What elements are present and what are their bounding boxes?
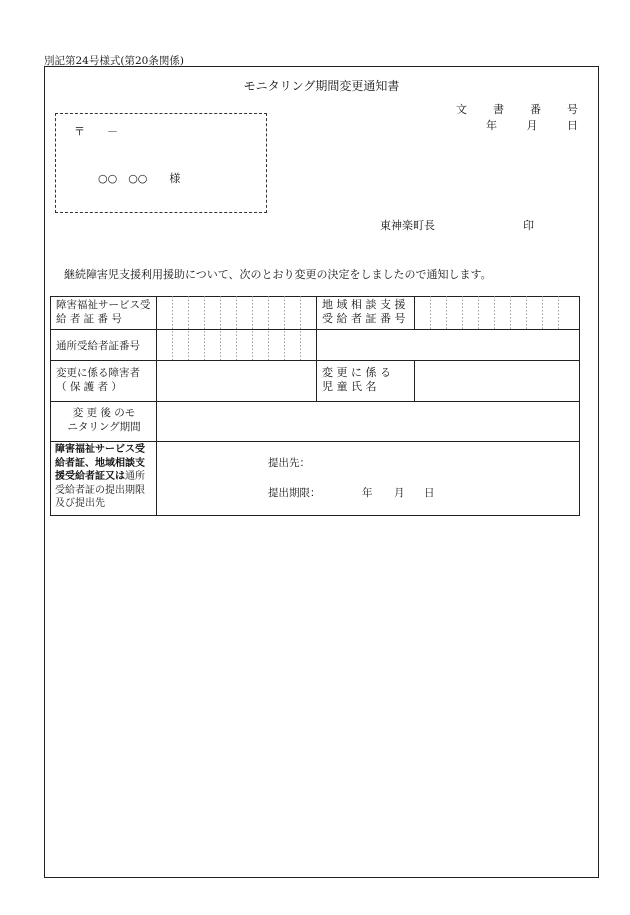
submit-to-label: 提出先： [268,457,310,469]
issuer-name: 東神楽町長 [380,219,435,232]
addressee-name: ○○ ○○ 様 [98,172,181,185]
doc-number-char: 書 [493,103,504,116]
doc-number-char: 番 [530,103,541,116]
label-line: 変 更 に 係 る [322,366,391,379]
deadline-label: 提出期限： [268,487,321,499]
label-line: 障害福祉サービス受 [56,299,151,311]
label-fragment: 援受給者証又は [55,471,125,482]
day-service-cert-number-label: 通所受給者証番号 [56,340,140,352]
date-char: 年 [486,119,497,132]
label-line: 及び提出先 [55,498,105,509]
new-monitoring-period-label [56,406,152,434]
label-line: 変 更 後 のモ [72,407,136,419]
seal-mark: 印 [523,219,534,232]
info-table [50,296,580,516]
form-reference: 別記第24号様式(第20条関係) [44,55,184,67]
guardian-label [56,366,140,394]
deadline-year: 年 [362,487,373,499]
label-fragment: 通所 [125,471,145,482]
consultation-cert-number-label [322,298,405,326]
document-date-label [486,117,578,133]
date-char: 日 [567,119,578,132]
label-line: 地 域 相 談 支 援 [322,298,406,311]
label-line: 変更に係る障害者 [56,367,140,379]
label-line: ニタリング期間 [67,421,141,433]
postal-code: 〒 － [74,125,118,138]
label-line: （ 保 護 者 ） [56,381,122,393]
label-line: 児 童 氏 名 [322,380,377,393]
label-line: 障害福祉サービス受 [55,444,145,455]
label-line: 給 者 証 番 号 [56,313,122,325]
date-char: 月 [526,119,538,132]
recipient-cert-number-label [56,298,151,326]
document-number-label [456,101,578,117]
doc-number-char: 号 [567,103,578,116]
document-title: モニタリング期間変更通知書 [243,79,400,93]
label-line: 給者証、地域相談支 [55,457,145,469]
deadline-day: 日 [424,487,435,499]
doc-number-char: 文 [456,103,467,116]
child-name-label [322,366,391,394]
label-line: 受給者証の提出期限 [55,484,145,496]
label-line [55,470,155,484]
deadline-month: 月 [394,487,405,499]
notice-text: 継続障害児支援利用援助について、次のとおり変更の決定をしましたので通知します。 [64,268,492,281]
label-line: 受 給 者 証 番 号 [322,312,406,325]
submission-label [55,443,155,511]
